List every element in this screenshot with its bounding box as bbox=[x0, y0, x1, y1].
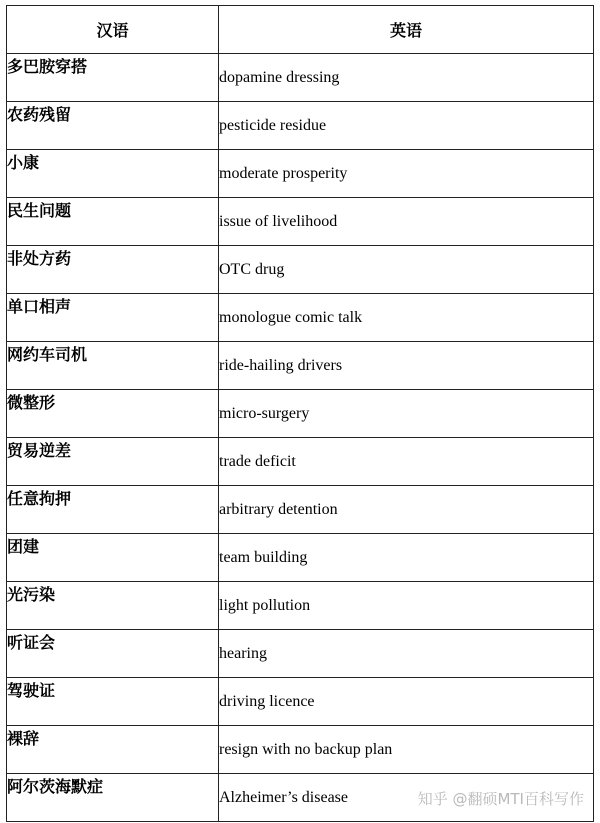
table-row bbox=[7, 726, 594, 774]
header-english: 英语 bbox=[219, 6, 594, 54]
chinese-term: 听证会 bbox=[7, 630, 219, 678]
english-term: Alzheimer’s disease bbox=[219, 774, 594, 822]
chinese-term: 农药残留 bbox=[7, 102, 219, 150]
english-term: moderate prosperity bbox=[219, 150, 594, 198]
english-term: issue of livelihood bbox=[219, 198, 594, 246]
english-term: team building bbox=[219, 534, 594, 582]
chinese-term: 小康 bbox=[7, 150, 219, 198]
table-row bbox=[7, 630, 594, 678]
chinese-term: 裸辞 bbox=[7, 726, 219, 774]
english-term: pesticide residue bbox=[219, 102, 594, 150]
table-row bbox=[7, 246, 594, 294]
table-row bbox=[7, 438, 594, 486]
chinese-term: 团建 bbox=[7, 534, 219, 582]
english-term: driving licence bbox=[219, 678, 594, 726]
english-term: hearing bbox=[219, 630, 594, 678]
chinese-term: 民生问题 bbox=[7, 198, 219, 246]
english-term: ride-hailing drivers bbox=[219, 342, 594, 390]
chinese-term: 微整形 bbox=[7, 390, 219, 438]
table-row bbox=[7, 678, 594, 726]
glossary-table bbox=[6, 5, 594, 822]
chinese-term: 贸易逆差 bbox=[7, 438, 219, 486]
table-row bbox=[7, 342, 594, 390]
table-row bbox=[7, 486, 594, 534]
chinese-term: 阿尔茨海默症 bbox=[7, 774, 219, 822]
english-term: OTC drug bbox=[219, 246, 594, 294]
chinese-term: 驾驶证 bbox=[7, 678, 219, 726]
chinese-term: 非处方药 bbox=[7, 246, 219, 294]
english-term: trade deficit bbox=[219, 438, 594, 486]
chinese-term: 任意拘押 bbox=[7, 486, 219, 534]
table-row bbox=[7, 198, 594, 246]
chinese-term: 多巴胺穿搭 bbox=[7, 54, 219, 102]
english-term: light pollution bbox=[219, 582, 594, 630]
table-row bbox=[7, 54, 594, 102]
chinese-term: 网约车司机 bbox=[7, 342, 219, 390]
english-term: micro-surgery bbox=[219, 390, 594, 438]
table-row bbox=[7, 294, 594, 342]
english-term: monologue comic talk bbox=[219, 294, 594, 342]
english-term: dopamine dressing bbox=[219, 54, 594, 102]
english-term: arbitrary detention bbox=[219, 486, 594, 534]
table-row bbox=[7, 534, 594, 582]
chinese-term: 光污染 bbox=[7, 582, 219, 630]
table-row bbox=[7, 102, 594, 150]
header-chinese: 汉语 bbox=[7, 6, 219, 54]
chinese-term: 单口相声 bbox=[7, 294, 219, 342]
table-row bbox=[7, 150, 594, 198]
english-term: resign with no backup plan bbox=[219, 726, 594, 774]
table-header-row bbox=[7, 6, 594, 54]
table-row bbox=[7, 390, 594, 438]
table-row bbox=[7, 582, 594, 630]
zhihu-watermark: 知乎 @翻硕MTI百科写作 bbox=[417, 790, 584, 808]
